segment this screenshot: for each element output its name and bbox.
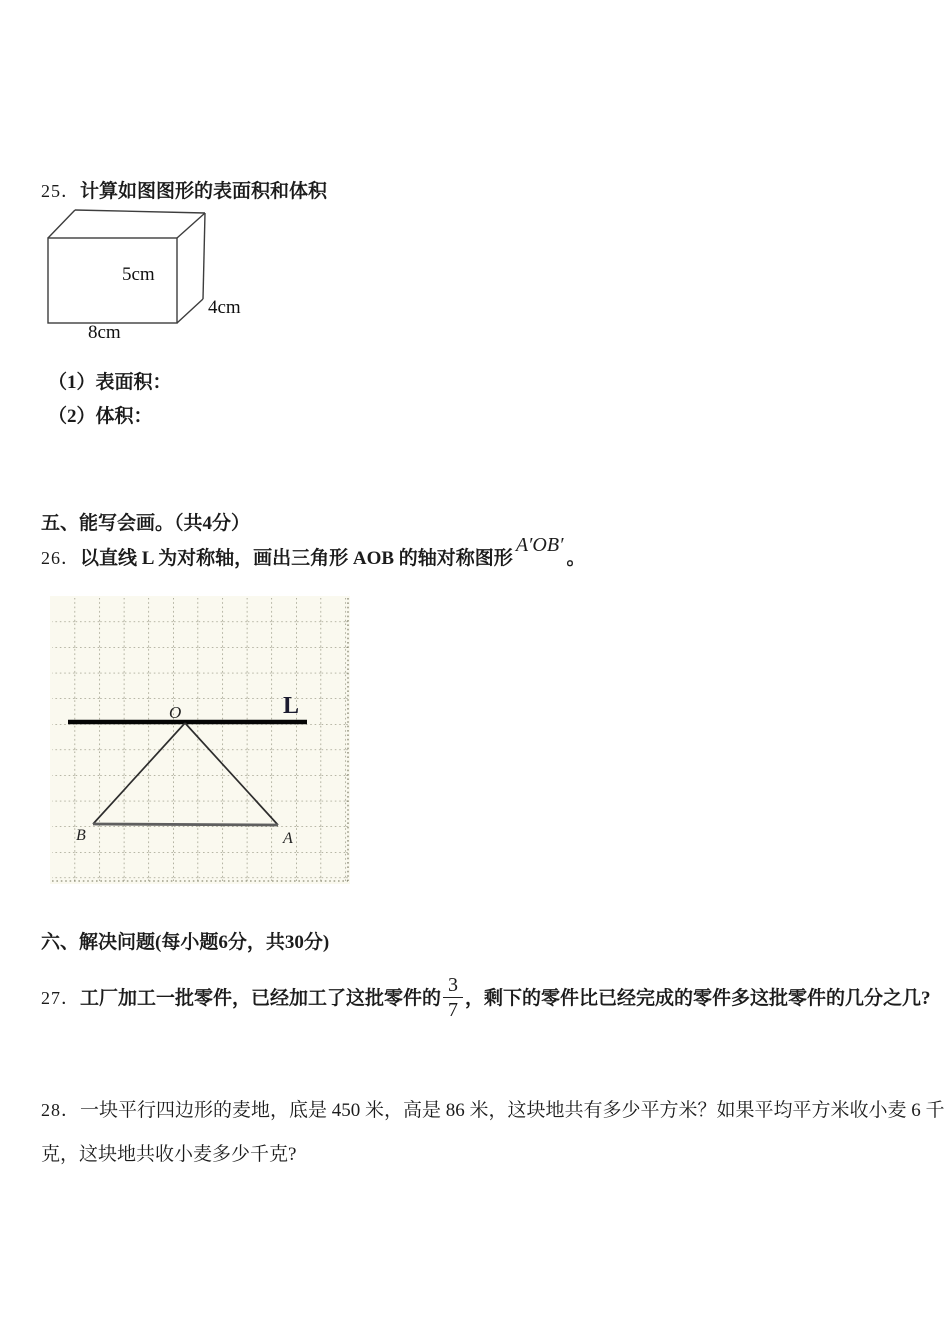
section-5-header: 五、能写会画。（共4分） [41, 513, 251, 534]
question-26-period: 。 [566, 548, 586, 569]
question-26-title [41, 534, 586, 570]
question-25-text: 计算如图图形的表面积和体积 [80, 181, 328, 202]
symmetry-grid-figure [50, 596, 350, 884]
section-6-header: 六、解决问题(每小题6分，共30分) [41, 932, 330, 953]
question-25-number: 25． [41, 181, 80, 201]
question-26-text: 以直线 L 为对称轴，画出三角形 AOB 的轴对称图形 [80, 548, 513, 569]
question-27-text-after: ，剩下的零件比已经完成的零件多这批零件的几分之几? [465, 988, 931, 1009]
cuboid-bottom-label: 8cm [88, 322, 121, 343]
question-27-number: 27． [41, 988, 80, 1008]
fraction-denominator: 7 [448, 999, 459, 1021]
fraction-three-sevenths [443, 974, 463, 1021]
question-27-title [41, 974, 931, 1021]
question-25-part2: （2）体积： [48, 406, 153, 427]
cuboid-front-label: 5cm [122, 264, 155, 285]
question-28-number: 28． [41, 1100, 80, 1120]
cuboid-side-label: 4cm [208, 297, 241, 318]
fraction-numerator: 3 [443, 974, 463, 998]
triangle-base-ba [93, 824, 278, 825]
question-25-part1: （1）表面积： [48, 372, 172, 393]
question-28-text: 一块平行四边形的麦地，底是 450 米，高是 86 米，这块地共有多少平方米？如果平均平方米收小麦 6 千克，这块地共收小麦多少千克? [41, 1100, 945, 1165]
cuboid-figure [40, 202, 280, 347]
question-26-target-label: A′OB′ [515, 534, 564, 556]
question-27-text-before: 工厂加工一批零件，已经加工了这批零件的 [80, 988, 442, 1009]
vertex-label-o: O [169, 703, 182, 722]
question-26-number: 26． [41, 548, 80, 568]
axis-label-l: L [283, 693, 300, 719]
question-28-title [41, 1088, 946, 1177]
question-25-title [41, 176, 327, 203]
vertex-label-b: B [76, 827, 86, 844]
vertex-label-a: A [283, 830, 293, 847]
